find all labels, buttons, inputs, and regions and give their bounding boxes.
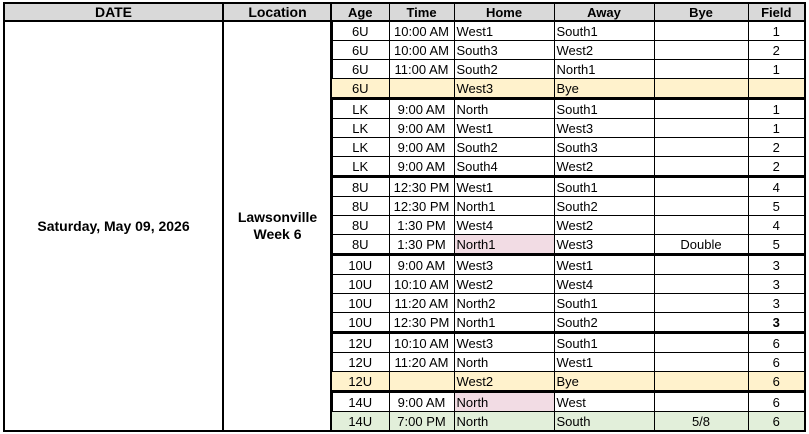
away-team-cell[interactable]: South1: [554, 177, 654, 197]
table-row: [331, 21, 805, 41]
bye-cell[interactable]: 5/8: [654, 412, 748, 432]
time-cell[interactable]: 10:00 AM: [389, 21, 454, 41]
away-team-cell[interactable]: South2: [554, 313, 654, 333]
event-location-week: Week 6: [253, 225, 302, 242]
table-row: [331, 353, 805, 372]
time-cell[interactable]: 9:00 AM: [389, 255, 454, 275]
bye-cell[interactable]: [654, 138, 748, 157]
home-team-cell[interactable]: West3: [454, 333, 554, 353]
home-team-cell[interactable]: West4: [454, 216, 554, 235]
field-cell[interactable]: 1: [748, 99, 805, 119]
field-cell[interactable]: 3: [748, 294, 805, 313]
home-team-cell[interactable]: North1: [454, 197, 554, 216]
home-team-cell[interactable]: North1: [454, 235, 554, 255]
age-cell[interactable]: 14U: [331, 412, 389, 432]
age-cell[interactable]: 6U: [331, 79, 389, 99]
time-cell[interactable]: [389, 372, 454, 392]
bye-cell[interactable]: [654, 216, 748, 235]
table-row: [331, 99, 805, 119]
table-row: [331, 177, 805, 197]
games-table-header-row: [331, 3, 805, 21]
away-team-cell[interactable]: West3: [554, 119, 654, 138]
time-cell[interactable]: 10:10 AM: [389, 275, 454, 294]
age-cell[interactable]: 12U: [331, 372, 389, 392]
time-cell[interactable]: 10:10 AM: [389, 333, 454, 353]
home-column-header: Home: [454, 3, 554, 21]
field-cell[interactable]: 1: [748, 60, 805, 79]
age-cell[interactable]: LK: [331, 138, 389, 157]
field-cell[interactable]: 6: [748, 392, 805, 412]
time-cell[interactable]: 11:00 AM: [389, 60, 454, 79]
table-row: [331, 275, 805, 294]
table-row: [331, 197, 805, 216]
time-cell[interactable]: 12:30 PM: [389, 313, 454, 333]
age-column-header: Age: [331, 3, 389, 21]
table-row: [331, 60, 805, 79]
home-team-cell[interactable]: West1: [454, 21, 554, 41]
time-cell[interactable]: [389, 79, 454, 99]
table-row: [331, 157, 805, 177]
away-team-cell[interactable]: West2: [554, 41, 654, 60]
field-cell[interactable]: 6: [748, 412, 805, 432]
home-team-cell[interactable]: North: [454, 412, 554, 432]
home-team-cell[interactable]: South2: [454, 138, 554, 157]
away-team-cell[interactable]: West2: [554, 216, 654, 235]
away-team-cell[interactable]: Bye: [554, 79, 654, 99]
table-row: [331, 255, 805, 275]
bye-cell[interactable]: [654, 392, 748, 412]
field-cell[interactable]: 2: [748, 157, 805, 177]
field-cell[interactable]: 1: [748, 119, 805, 138]
away-column-header: Away: [554, 3, 654, 21]
age-cell[interactable]: 8U: [331, 235, 389, 255]
games-table: [330, 2, 806, 432]
age-cell[interactable]: 10U: [331, 294, 389, 313]
table-row: [331, 372, 805, 392]
field-cell[interactable]: 2: [748, 138, 805, 157]
bye-cell[interactable]: [654, 372, 748, 392]
home-team-cell[interactable]: North: [454, 353, 554, 372]
age-cell[interactable]: 10U: [331, 313, 389, 333]
bye-cell[interactable]: [654, 79, 748, 99]
schedule-sheet: [3, 2, 807, 432]
time-cell[interactable]: 12:30 PM: [389, 197, 454, 216]
bye-cell[interactable]: [654, 333, 748, 353]
away-team-cell[interactable]: South1: [554, 294, 654, 313]
age-cell[interactable]: 8U: [331, 177, 389, 197]
home-team-cell[interactable]: North1: [454, 313, 554, 333]
away-team-cell[interactable]: West2: [554, 157, 654, 177]
bye-cell[interactable]: Double: [654, 235, 748, 255]
away-team-cell[interactable]: South: [554, 412, 654, 432]
time-cell[interactable]: 1:30 PM: [389, 235, 454, 255]
age-cell[interactable]: 12U: [331, 353, 389, 372]
field-cell[interactable]: 6: [748, 333, 805, 353]
field-cell[interactable]: 3: [748, 275, 805, 294]
field-cell[interactable]: [748, 79, 805, 99]
home-team-cell[interactable]: West1: [454, 119, 554, 138]
time-cell[interactable]: 10:00 AM: [389, 41, 454, 60]
table-row: [331, 235, 805, 255]
bye-cell[interactable]: [654, 99, 748, 119]
away-team-cell[interactable]: West3: [554, 235, 654, 255]
date-column-header: DATE: [3, 2, 224, 22]
field-cell[interactable]: 5: [748, 197, 805, 216]
home-team-cell[interactable]: West3: [454, 255, 554, 275]
table-row: [331, 333, 805, 353]
event-date: Saturday, May 09, 2026: [37, 217, 190, 234]
home-team-cell[interactable]: West2: [454, 275, 554, 294]
field-cell[interactable]: 1: [748, 21, 805, 41]
age-cell[interactable]: 6U: [331, 60, 389, 79]
table-row: [331, 41, 805, 60]
away-team-cell[interactable]: West1: [554, 353, 654, 372]
bye-cell[interactable]: [654, 353, 748, 372]
table-row: [331, 138, 805, 157]
away-team-cell[interactable]: South1: [554, 333, 654, 353]
time-column-header: Time: [389, 3, 454, 21]
age-cell[interactable]: 8U: [331, 197, 389, 216]
home-team-cell[interactable]: South4: [454, 157, 554, 177]
field-cell[interactable]: 4: [748, 177, 805, 197]
home-team-cell[interactable]: North: [454, 99, 554, 119]
games-table-body: [331, 21, 805, 431]
bye-column-header: Bye: [654, 3, 748, 21]
time-cell[interactable]: 11:20 AM: [389, 353, 454, 372]
home-team-cell[interactable]: West1: [454, 177, 554, 197]
event-date-cell[interactable]: [3, 20, 224, 432]
home-team-cell[interactable]: West3: [454, 79, 554, 99]
away-team-cell[interactable]: Bye: [554, 372, 654, 392]
bye-cell[interactable]: [654, 255, 748, 275]
event-location-name: Lawsonville: [237, 208, 318, 225]
time-cell[interactable]: 9:00 AM: [389, 99, 454, 119]
field-cell[interactable]: 6: [748, 353, 805, 372]
age-cell[interactable]: 10U: [331, 255, 389, 275]
event-location-cell[interactable]: [222, 20, 333, 432]
field-cell[interactable]: 3: [748, 313, 805, 333]
table-row: [331, 79, 805, 99]
bye-cell[interactable]: [654, 60, 748, 79]
location-column-header: Location: [222, 2, 333, 22]
away-team-cell[interactable]: North1: [554, 60, 654, 79]
field-cell[interactable]: 4: [748, 216, 805, 235]
age-cell[interactable]: 14U: [331, 392, 389, 412]
age-cell[interactable]: LK: [331, 99, 389, 119]
time-cell[interactable]: 9:00 AM: [389, 157, 454, 177]
time-cell[interactable]: 11:20 AM: [389, 294, 454, 313]
away-team-cell[interactable]: West: [554, 392, 654, 412]
bye-cell[interactable]: [654, 177, 748, 197]
bye-cell[interactable]: [654, 157, 748, 177]
bye-cell[interactable]: [654, 41, 748, 60]
away-team-cell[interactable]: West4: [554, 275, 654, 294]
field-cell[interactable]: 3: [748, 255, 805, 275]
bye-cell[interactable]: [654, 275, 748, 294]
table-row: [331, 313, 805, 333]
age-cell[interactable]: LK: [331, 157, 389, 177]
home-team-cell[interactable]: North2: [454, 294, 554, 313]
away-team-cell[interactable]: South1: [554, 99, 654, 119]
field-column-header: Field: [748, 3, 805, 21]
field-cell[interactable]: 2: [748, 41, 805, 60]
field-cell[interactable]: 5: [748, 235, 805, 255]
time-cell[interactable]: 9:00 AM: [389, 119, 454, 138]
time-cell[interactable]: 9:00 AM: [389, 138, 454, 157]
age-cell[interactable]: 10U: [331, 275, 389, 294]
age-cell[interactable]: LK: [331, 119, 389, 138]
age-cell[interactable]: 6U: [331, 41, 389, 60]
table-row: [331, 412, 805, 432]
age-cell[interactable]: 12U: [331, 333, 389, 353]
age-cell[interactable]: 6U: [331, 21, 389, 41]
table-row: [331, 119, 805, 138]
away-team-cell[interactable]: South3: [554, 138, 654, 157]
time-cell[interactable]: 9:00 AM: [389, 392, 454, 412]
bye-cell[interactable]: [654, 21, 748, 41]
field-cell[interactable]: 6: [748, 372, 805, 392]
bye-cell[interactable]: [654, 197, 748, 216]
table-row: [331, 294, 805, 313]
time-cell[interactable]: 7:00 PM: [389, 412, 454, 432]
away-team-cell[interactable]: South2: [554, 197, 654, 216]
home-team-cell[interactable]: North: [454, 392, 554, 412]
home-team-cell[interactable]: West2: [454, 372, 554, 392]
bye-cell[interactable]: [654, 313, 748, 333]
home-team-cell[interactable]: South2: [454, 60, 554, 79]
bye-cell[interactable]: [654, 119, 748, 138]
time-cell[interactable]: 12:30 PM: [389, 177, 454, 197]
table-row: [331, 216, 805, 235]
time-cell[interactable]: 1:30 PM: [389, 216, 454, 235]
home-team-cell[interactable]: South3: [454, 41, 554, 60]
away-team-cell[interactable]: West1: [554, 255, 654, 275]
age-cell[interactable]: 8U: [331, 216, 389, 235]
away-team-cell[interactable]: South1: [554, 21, 654, 41]
table-row: [331, 392, 805, 412]
bye-cell[interactable]: [654, 294, 748, 313]
